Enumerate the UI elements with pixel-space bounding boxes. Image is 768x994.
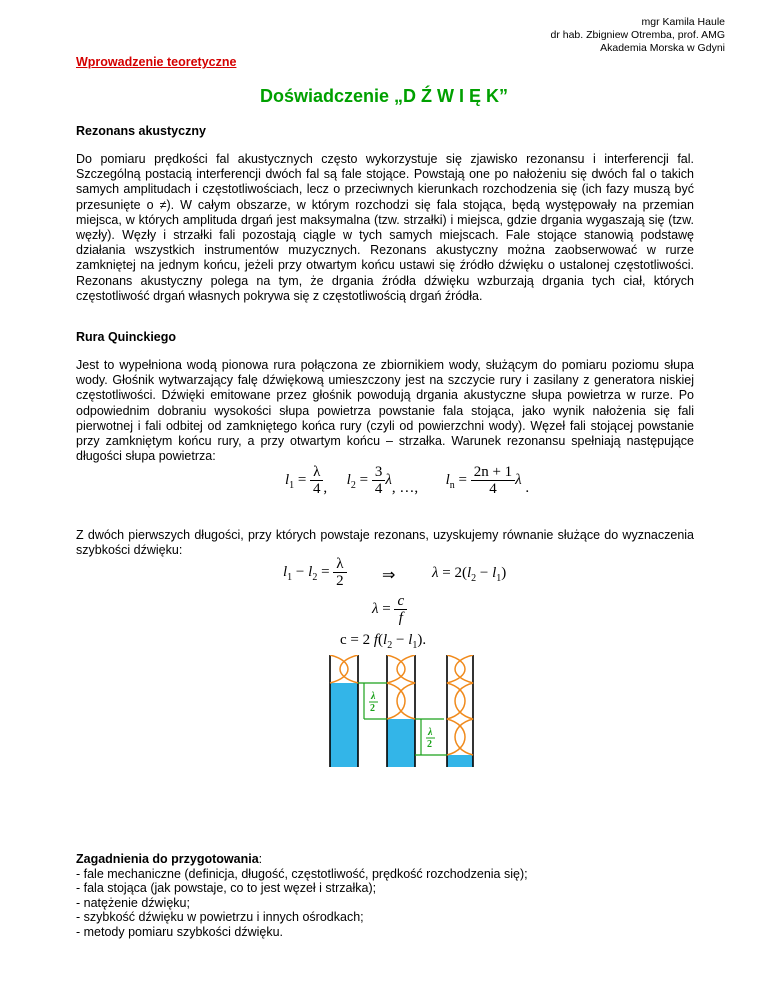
d-frac-den: 2	[336, 573, 344, 589]
le-equals: =	[442, 565, 451, 581]
frac2-den: 4	[374, 481, 383, 497]
se-minus: −	[395, 632, 405, 648]
author-line-2: dr hab. Zbigniew Otremba, prof. AMG	[550, 29, 725, 41]
hw2-num: λ	[428, 727, 433, 738]
frac2-num: 3	[372, 464, 386, 481]
le-paren-close: )	[501, 565, 507, 581]
se-l2-sub: 2	[387, 640, 393, 651]
quincke-tube-diagram	[320, 655, 480, 767]
topics-section	[76, 852, 528, 940]
author-line-1: mgr Kamila Haule	[641, 16, 725, 28]
frac3-den: 4	[489, 481, 497, 497]
eq-l1-symbol: l	[285, 471, 290, 488]
topic-item: - fale mechaniczne (definicja, długość, częstotliwość, prędkość rozchodzenia się);	[76, 866, 528, 881]
le-l1: l	[492, 565, 497, 581]
tube-2	[387, 655, 415, 767]
se-l1-sub: 1	[412, 640, 418, 651]
eq-lambda-3: λ	[515, 471, 522, 488]
section-heading-quincke: Rura Quinckiego	[76, 330, 177, 344]
difference-equation	[283, 556, 347, 589]
frac1-num: λ	[310, 464, 323, 481]
hw2-den: 2	[427, 739, 432, 750]
wl-equals: =	[382, 600, 391, 617]
speed-equation	[340, 632, 426, 651]
le-l1-sub: 1	[496, 573, 502, 584]
tube-3-water	[447, 755, 473, 767]
fraction-2n-plus-1-over-4	[471, 464, 515, 497]
d-l1-sub: 1	[287, 571, 293, 583]
se-l1: l	[408, 632, 413, 648]
fraction-lambda-over-4	[310, 464, 323, 497]
tube-1	[330, 655, 358, 767]
implies-arrow: ⇒	[382, 567, 396, 584]
tube-3	[447, 655, 473, 767]
le-paren-open: (	[461, 565, 467, 581]
lambda-equation	[432, 565, 506, 584]
eq-l2-sub: 2	[350, 479, 356, 491]
se-paren-open: (	[378, 632, 384, 648]
fraction-lambda-over-2	[333, 556, 346, 589]
le-l2-sub: 2	[471, 573, 477, 584]
wavelength-equation	[372, 593, 407, 626]
se-paren-close: )	[417, 632, 423, 648]
quincke-paragraph: Jest to wypełniona wodą pionowa rura połączona ze zbiornikiem wody, służącym do pomiaru poziomu słupa wody. Głośnik wytwarzający falę dźwiękową umieszczony jest na szczycie rury i zasilany z generatora niskiej częstotliwości. Dźwięki emitowane przez głośnik powodują drgania akustyczne słupa powietrza w rurze. Po odpowiednim dobraniu wysokości słupa powietrza powstanie fala stojąca, jako wynik nałożenia się fali pierwotnej i fali odbitej od zamkniętego końca rury (czyli od powierzchni wody). Węzeł fali stojącej powstanie przy zamkniętym końcu rury, a przy otwartym końcu – strzałka. Warunek rezonansu spełniają następujące długości słupa powietrza:	[76, 358, 694, 464]
topic-item: - fala stojąca (jak powstaje, co to jest węzeł i strzałka);	[76, 881, 377, 896]
frac1-den: 4	[313, 481, 321, 497]
topic-item: - metody pomiaru szybkości dźwięku.	[76, 924, 284, 939]
hw1-num: λ	[371, 691, 376, 702]
eq-lambda-2: λ	[385, 471, 392, 488]
tube-3-standing-wave	[447, 655, 473, 755]
wl-lambda: λ	[372, 600, 379, 617]
hw1-den: 2	[370, 703, 375, 714]
d-equals: =	[321, 563, 330, 580]
le-lambda: λ	[432, 565, 439, 581]
affiliation-line: Akademia Morska w Gdyni	[600, 42, 725, 54]
tube-2-standing-wave	[387, 655, 415, 719]
eq-ln-symbol: l	[445, 471, 450, 488]
topic-item: - szybkość dźwięku w powietrzu i innych ośrodkach;	[76, 910, 364, 925]
le-two: 2	[454, 565, 462, 581]
d-l1: l	[283, 563, 288, 580]
intro-label: Wprowadzenie teoretyczne	[76, 55, 237, 69]
le-minus: −	[479, 565, 489, 581]
se-f: f	[373, 632, 379, 648]
fraction-c-over-f	[394, 593, 407, 626]
resonance-paragraph: Do pomiaru prędkości fal akustycznych często wykorzystuje się zjawisko rezonansu i interferencji fal. Szczególną postacią interferencji dwóch fal są fale stojące. Powstają one po nałożeniu się dwóch fal o takich samych amplitudach i częstotliwościach, lecz o przeciwnych kierunkach rozchodzenia się (ich fazy muszą być przesunięte o ≠). W całym obszarze, w którym rozchodzi się fala stojąca, będą występowały na przemian miejsca, w których amplituda drgań jest maksymalna (tzw. strzałki) i miejsca, gdzie drgania wygaszają się (tzw. węzły). Węzły i strzałki fali pozostają ciągle w tych samych miejscach. Fale stojące stanowią podstawę działania wszystkich instrumentów muzycznych. Rezonans akustyczny można zaobserwować w rurze zamkniętej na jednym końcu, jeżeli przy otwartym końcu ustawi się źródło dźwięku o ustalonej częstotliwości. Rezonans akustyczny polega na tym, że drgania źródła dźwięku wzburzają drgania tych ciał, których częstotliwość drgań własnych pokrywa się z częstotliwością drgań źródła.	[76, 152, 694, 303]
se-l2: l	[383, 632, 388, 648]
se-dot: .	[422, 632, 427, 648]
fraction-3-over-4	[372, 464, 386, 497]
sep-comma-1: ,	[323, 479, 328, 496]
eq-equals-2: =	[359, 471, 369, 488]
resonance-lengths-equation	[285, 464, 529, 497]
author-header	[551, 16, 726, 55]
section-heading-resonance: Rezonans akustyczny	[76, 124, 206, 138]
eq-equals-3: =	[458, 471, 467, 488]
sep-dots: , …,	[391, 479, 419, 496]
tube-2-water	[387, 719, 415, 767]
frac3-num: 2n + 1	[471, 464, 515, 481]
eq-l1-sub: 1	[289, 479, 295, 491]
se-prefix: c = 2	[340, 632, 371, 648]
eq-ln-sub: n	[449, 479, 455, 491]
d-minus: −	[295, 563, 305, 580]
half-wavelength-label-2	[426, 727, 435, 750]
tube-1-standing-wave	[330, 655, 358, 683]
eq-equals-1: =	[297, 471, 307, 488]
topic-item: - natężenie dźwięku;	[76, 895, 190, 910]
derivation-paragraph: Z dwóch pierwszych długości, przy których powstaje rezonans, uzyskujemy równanie służące do wyznaczenia szybkości dźwięku:	[76, 528, 694, 558]
d-l2: l	[308, 563, 313, 580]
eq-end-dot: .	[525, 479, 530, 496]
wl-den: f	[398, 610, 403, 626]
topics-colon: :	[258, 852, 263, 866]
half-wavelength-label-1	[369, 691, 378, 714]
le-l2: l	[466, 565, 472, 581]
d-l2-sub: 2	[312, 571, 318, 583]
topics-heading: Zagadnienia do przygotowania	[76, 852, 259, 866]
eq-l2-symbol: l	[346, 471, 351, 488]
d-frac-num: λ	[333, 556, 346, 573]
wl-num: c	[394, 593, 407, 610]
tube-1-water	[330, 683, 358, 767]
page-title: Doświadczenie „D Ź W I Ę K”	[259, 86, 509, 106]
